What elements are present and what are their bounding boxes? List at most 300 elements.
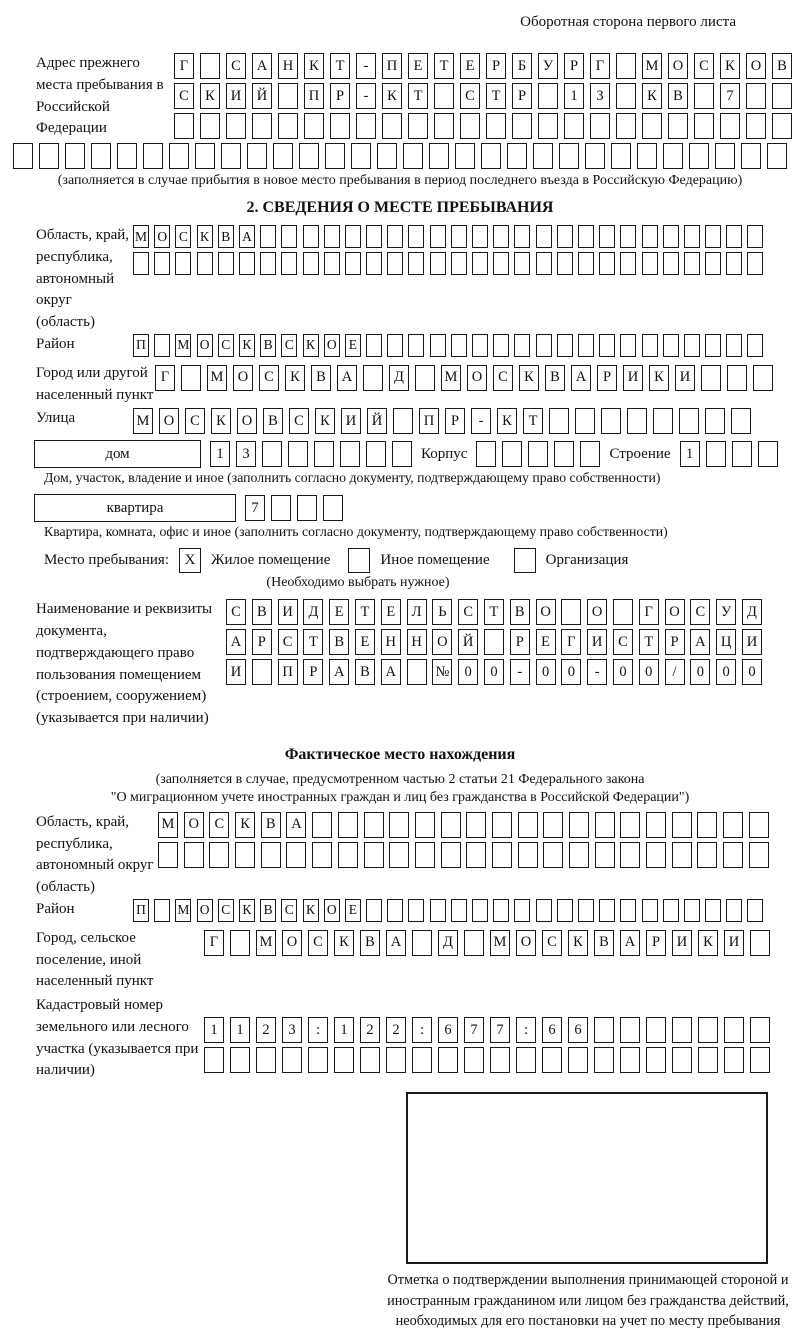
char-cell[interactable] [720, 113, 740, 139]
char-cell[interactable]: Р [486, 53, 506, 79]
char-cell[interactable] [724, 1047, 744, 1073]
char-cell[interactable] [599, 252, 615, 275]
char-cell[interactable]: 1 [680, 441, 700, 467]
char-cell[interactable] [412, 930, 432, 956]
char-cell[interactable] [557, 225, 573, 248]
char-cell[interactable] [218, 252, 234, 275]
char-cell[interactable] [278, 83, 298, 109]
char-cell[interactable]: Т [330, 53, 350, 79]
char-cell[interactable] [387, 225, 403, 248]
char-cell[interactable] [599, 225, 615, 248]
char-cell[interactable] [412, 1047, 432, 1073]
char-cell[interactable] [303, 252, 319, 275]
char-cell[interactable] [184, 842, 204, 868]
char-cell[interactable] [351, 143, 371, 169]
char-cell[interactable]: С [493, 365, 513, 391]
char-cell[interactable]: О [154, 225, 170, 248]
char-cell[interactable] [706, 441, 726, 467]
char-cell[interactable] [601, 408, 621, 434]
char-cell[interactable]: С [175, 225, 191, 248]
char-cell[interactable] [230, 930, 250, 956]
char-cell[interactable] [345, 252, 361, 275]
char-cell[interactable] [299, 143, 319, 169]
char-cell[interactable]: Й [367, 408, 387, 434]
char-cell[interactable] [441, 842, 461, 868]
char-cell[interactable]: И [341, 408, 361, 434]
char-cell[interactable] [536, 899, 552, 922]
char-cell[interactable]: Р [252, 629, 272, 655]
char-cell[interactable]: У [538, 53, 558, 79]
char-cell[interactable]: 3 [236, 441, 256, 467]
char-cell[interactable] [330, 113, 350, 139]
char-cell[interactable]: С [542, 930, 562, 956]
char-cell[interactable] [226, 113, 246, 139]
char-cell[interactable]: И [742, 629, 762, 655]
char-cell[interactable] [559, 143, 579, 169]
char-cell[interactable]: Й [458, 629, 478, 655]
checkbox-inoe[interactable] [348, 548, 370, 573]
char-cell[interactable] [697, 842, 717, 868]
char-cell[interactable] [620, 334, 636, 357]
char-cell[interactable] [476, 441, 496, 467]
char-cell[interactable]: С [690, 599, 710, 625]
char-cell[interactable]: : [516, 1017, 536, 1043]
char-cell[interactable]: К [315, 408, 335, 434]
char-cell[interactable] [701, 365, 721, 391]
char-cell[interactable] [750, 1017, 770, 1043]
char-cell[interactable] [723, 812, 743, 838]
char-cell[interactable] [297, 495, 317, 521]
char-cell[interactable] [65, 143, 85, 169]
char-cell[interactable]: 6 [438, 1017, 458, 1043]
char-cell[interactable] [408, 252, 424, 275]
char-cell[interactable]: А [337, 365, 357, 391]
char-cell[interactable] [387, 334, 403, 357]
char-cell[interactable]: П [278, 659, 298, 685]
char-cell[interactable] [415, 812, 435, 838]
char-cell[interactable] [613, 599, 633, 625]
char-cell[interactable]: О [324, 899, 340, 922]
char-cell[interactable] [260, 225, 276, 248]
char-cell[interactable] [663, 899, 679, 922]
char-cell[interactable] [282, 1047, 302, 1073]
char-cell[interactable]: А [381, 659, 401, 685]
char-cell[interactable] [247, 143, 267, 169]
char-cell[interactable] [599, 334, 615, 357]
char-cell[interactable]: В [668, 83, 688, 109]
char-cell[interactable] [705, 225, 721, 248]
char-cell[interactable]: Р [330, 83, 350, 109]
char-cell[interactable]: В [263, 408, 283, 434]
char-cell[interactable] [594, 1017, 614, 1043]
char-cell[interactable] [512, 113, 532, 139]
char-cell[interactable] [646, 1017, 666, 1043]
char-cell[interactable] [684, 334, 700, 357]
char-cell[interactable]: 0 [561, 659, 581, 685]
char-cell[interactable] [91, 143, 111, 169]
char-cell[interactable] [209, 842, 229, 868]
char-cell[interactable]: 1 [334, 1017, 354, 1043]
char-cell[interactable] [705, 252, 721, 275]
char-cell[interactable]: Г [155, 365, 175, 391]
char-cell[interactable] [403, 143, 423, 169]
char-cell[interactable] [642, 252, 658, 275]
char-cell[interactable]: 0 [742, 659, 762, 685]
char-cell[interactable] [580, 441, 600, 467]
char-cell[interactable]: П [382, 53, 402, 79]
char-cell[interactable]: П [133, 899, 149, 922]
char-cell[interactable] [705, 334, 721, 357]
char-cell[interactable]: У [716, 599, 736, 625]
char-cell[interactable]: О [668, 53, 688, 79]
char-cell[interactable] [753, 365, 773, 391]
char-cell[interactable]: К [235, 812, 255, 838]
char-cell[interactable] [672, 842, 692, 868]
char-cell[interactable]: В [355, 659, 375, 685]
char-cell[interactable] [441, 812, 461, 838]
char-cell[interactable]: Е [355, 629, 375, 655]
char-cell[interactable]: А [620, 930, 640, 956]
char-cell[interactable] [611, 143, 631, 169]
char-cell[interactable] [697, 812, 717, 838]
char-cell[interactable] [338, 842, 358, 868]
char-cell[interactable]: Р [445, 408, 465, 434]
char-cell[interactable] [260, 252, 276, 275]
char-cell[interactable] [303, 225, 319, 248]
char-cell[interactable] [595, 812, 615, 838]
char-cell[interactable] [663, 334, 679, 357]
char-cell[interactable] [533, 143, 553, 169]
char-cell[interactable] [672, 812, 692, 838]
char-cell[interactable] [169, 143, 189, 169]
char-cell[interactable]: Т [434, 53, 454, 79]
char-cell[interactable]: 0 [639, 659, 659, 685]
char-cell[interactable] [154, 252, 170, 275]
char-cell[interactable]: Р [665, 629, 685, 655]
char-cell[interactable]: Р [646, 930, 666, 956]
char-cell[interactable] [325, 143, 345, 169]
char-cell[interactable] [616, 113, 636, 139]
char-cell[interactable]: 3 [282, 1017, 302, 1043]
char-cell[interactable] [731, 408, 751, 434]
char-cell[interactable] [451, 225, 467, 248]
char-cell[interactable]: 0 [690, 659, 710, 685]
char-cell[interactable]: В [260, 899, 276, 922]
char-cell[interactable] [653, 408, 673, 434]
char-cell[interactable] [481, 143, 501, 169]
char-cell[interactable] [698, 1017, 718, 1043]
char-cell[interactable] [345, 225, 361, 248]
char-cell[interactable]: К [200, 83, 220, 109]
char-cell[interactable]: М [256, 930, 276, 956]
char-cell[interactable] [158, 842, 178, 868]
char-cell[interactable] [575, 408, 595, 434]
char-cell[interactable] [430, 334, 446, 357]
char-cell[interactable] [200, 53, 220, 79]
char-cell[interactable]: С [613, 629, 633, 655]
char-cell[interactable] [772, 83, 792, 109]
char-cell[interactable] [507, 143, 527, 169]
char-cell[interactable] [590, 113, 610, 139]
char-cell[interactable]: М [133, 408, 153, 434]
char-cell[interactable] [568, 1047, 588, 1073]
char-cell[interactable]: Г [561, 629, 581, 655]
char-cell[interactable] [451, 899, 467, 922]
char-cell[interactable]: И [587, 629, 607, 655]
char-cell[interactable]: И [623, 365, 643, 391]
char-cell[interactable] [518, 812, 538, 838]
char-cell[interactable]: Т [408, 83, 428, 109]
char-cell[interactable]: / [665, 659, 685, 685]
char-cell[interactable]: Е [408, 53, 428, 79]
char-cell[interactable]: С [218, 899, 234, 922]
char-cell[interactable] [620, 812, 640, 838]
char-cell[interactable] [694, 83, 714, 109]
char-cell[interactable] [415, 842, 435, 868]
char-cell[interactable] [689, 143, 709, 169]
char-cell[interactable]: К [519, 365, 539, 391]
char-cell[interactable]: К [197, 225, 213, 248]
char-cell[interactable] [312, 842, 332, 868]
char-cell[interactable] [514, 334, 530, 357]
char-cell[interactable] [549, 408, 569, 434]
char-cell[interactable]: А [286, 812, 306, 838]
char-cell[interactable]: С [209, 812, 229, 838]
char-cell[interactable] [363, 365, 383, 391]
char-cell[interactable] [620, 899, 636, 922]
char-cell[interactable] [642, 899, 658, 922]
char-cell[interactable] [484, 629, 504, 655]
char-cell[interactable] [698, 1047, 718, 1073]
char-cell[interactable] [747, 252, 763, 275]
char-cell[interactable] [486, 113, 506, 139]
char-cell[interactable] [518, 842, 538, 868]
char-cell[interactable] [616, 53, 636, 79]
char-cell[interactable] [620, 252, 636, 275]
char-cell[interactable] [312, 812, 332, 838]
char-cell[interactable]: Н [407, 629, 427, 655]
char-cell[interactable]: 0 [484, 659, 504, 685]
char-cell[interactable]: А [571, 365, 591, 391]
char-cell[interactable]: Й [252, 83, 272, 109]
char-cell[interactable]: Н [278, 53, 298, 79]
char-cell[interactable]: И [278, 599, 298, 625]
char-cell[interactable]: Р [510, 629, 530, 655]
char-cell[interactable]: - [471, 408, 491, 434]
char-cell[interactable] [434, 83, 454, 109]
char-cell[interactable]: 1 [210, 441, 230, 467]
char-cell[interactable]: С [218, 334, 234, 357]
char-cell[interactable] [672, 1047, 692, 1073]
char-cell[interactable] [230, 1047, 250, 1073]
char-cell[interactable]: Л [407, 599, 427, 625]
char-cell[interactable] [366, 225, 382, 248]
char-cell[interactable]: К [720, 53, 740, 79]
char-cell[interactable]: С [174, 83, 194, 109]
char-cell[interactable]: Е [329, 599, 349, 625]
char-cell[interactable]: О [746, 53, 766, 79]
char-cell[interactable] [377, 143, 397, 169]
char-cell[interactable] [528, 441, 548, 467]
char-cell[interactable] [281, 225, 297, 248]
char-cell[interactable]: О [432, 629, 452, 655]
char-cell[interactable] [387, 252, 403, 275]
char-cell[interactable] [538, 113, 558, 139]
char-cell[interactable] [564, 113, 584, 139]
char-cell[interactable]: О [665, 599, 685, 625]
char-cell[interactable]: А [690, 629, 710, 655]
char-cell[interactable] [627, 408, 647, 434]
char-cell[interactable]: - [356, 83, 376, 109]
char-cell[interactable]: Т [639, 629, 659, 655]
char-cell[interactable]: М [175, 334, 191, 357]
char-cell[interactable] [430, 899, 446, 922]
char-cell[interactable]: М [175, 899, 191, 922]
char-cell[interactable] [133, 252, 149, 275]
char-cell[interactable] [221, 143, 241, 169]
char-cell[interactable]: - [510, 659, 530, 685]
char-cell[interactable] [726, 899, 742, 922]
char-cell[interactable] [451, 334, 467, 357]
char-cell[interactable]: И [672, 930, 692, 956]
char-cell[interactable] [726, 225, 742, 248]
char-cell[interactable] [750, 930, 770, 956]
char-cell[interactable]: П [304, 83, 324, 109]
char-cell[interactable] [393, 408, 413, 434]
char-cell[interactable] [663, 143, 683, 169]
char-cell[interactable]: Е [460, 53, 480, 79]
char-cell[interactable]: В [510, 599, 530, 625]
char-cell[interactable] [578, 899, 594, 922]
char-cell[interactable]: 7 [720, 83, 740, 109]
char-cell[interactable]: И [226, 83, 246, 109]
char-cell[interactable]: В [545, 365, 565, 391]
char-cell[interactable]: О [233, 365, 253, 391]
char-cell[interactable]: О [237, 408, 257, 434]
char-cell[interactable] [599, 899, 615, 922]
char-cell[interactable] [407, 659, 427, 685]
char-cell[interactable] [175, 252, 191, 275]
char-cell[interactable] [408, 334, 424, 357]
char-cell[interactable] [642, 113, 662, 139]
char-cell[interactable]: Е [536, 629, 556, 655]
char-cell[interactable] [758, 441, 778, 467]
char-cell[interactable] [637, 143, 657, 169]
char-cell[interactable] [271, 495, 291, 521]
char-cell[interactable]: - [587, 659, 607, 685]
char-cell[interactable] [727, 365, 747, 391]
char-cell[interactable] [679, 408, 699, 434]
char-cell[interactable]: К [334, 930, 354, 956]
char-cell[interactable] [750, 1047, 770, 1073]
char-cell[interactable] [668, 113, 688, 139]
char-cell[interactable] [466, 812, 486, 838]
char-cell[interactable] [382, 113, 402, 139]
char-cell[interactable]: 0 [716, 659, 736, 685]
char-cell[interactable]: Д [438, 930, 458, 956]
char-cell[interactable]: 1 [564, 83, 584, 109]
char-cell[interactable] [747, 334, 763, 357]
char-cell[interactable] [324, 225, 340, 248]
char-cell[interactable] [323, 495, 343, 521]
char-cell[interactable] [620, 842, 640, 868]
char-cell[interactable]: С [694, 53, 714, 79]
char-cell[interactable]: К [642, 83, 662, 109]
char-cell[interactable] [195, 143, 215, 169]
char-cell[interactable]: И [226, 659, 246, 685]
char-cell[interactable] [364, 842, 384, 868]
char-cell[interactable] [472, 252, 488, 275]
char-cell[interactable] [557, 252, 573, 275]
char-cell[interactable] [360, 1047, 380, 1073]
char-cell[interactable] [646, 812, 666, 838]
char-cell[interactable] [392, 441, 412, 467]
char-cell[interactable] [516, 1047, 536, 1073]
char-cell[interactable]: 2 [256, 1017, 276, 1043]
char-cell[interactable]: С [458, 599, 478, 625]
char-cell[interactable] [235, 842, 255, 868]
char-cell[interactable]: Т [484, 599, 504, 625]
char-cell[interactable]: М [207, 365, 227, 391]
char-cell[interactable]: : [412, 1017, 432, 1043]
char-cell[interactable]: С [308, 930, 328, 956]
char-cell[interactable] [514, 899, 530, 922]
char-cell[interactable] [261, 842, 281, 868]
char-cell[interactable] [387, 899, 403, 922]
char-cell[interactable]: П [133, 334, 149, 357]
char-cell[interactable] [308, 1047, 328, 1073]
char-cell[interactable] [620, 1047, 640, 1073]
char-cell[interactable] [663, 225, 679, 248]
char-cell[interactable]: С [460, 83, 480, 109]
char-cell[interactable]: И [724, 930, 744, 956]
char-cell[interactable]: 2 [360, 1017, 380, 1043]
char-cell[interactable] [514, 252, 530, 275]
char-cell[interactable] [408, 113, 428, 139]
char-cell[interactable] [356, 113, 376, 139]
char-cell[interactable]: А [329, 659, 349, 685]
char-cell[interactable] [684, 225, 700, 248]
char-cell[interactable] [578, 252, 594, 275]
char-cell[interactable]: О [324, 334, 340, 357]
char-cell[interactable]: Н [381, 629, 401, 655]
char-cell[interactable] [273, 143, 293, 169]
char-cell[interactable] [490, 1047, 510, 1073]
char-cell[interactable]: 0 [613, 659, 633, 685]
char-cell[interactable] [620, 1017, 640, 1043]
char-cell[interactable]: К [304, 53, 324, 79]
char-cell[interactable] [569, 842, 589, 868]
char-cell[interactable]: Т [523, 408, 543, 434]
char-cell[interactable] [723, 842, 743, 868]
char-cell[interactable] [616, 83, 636, 109]
char-cell[interactable]: О [516, 930, 536, 956]
char-cell[interactable] [364, 812, 384, 838]
char-cell[interactable]: О [184, 812, 204, 838]
char-cell[interactable] [746, 113, 766, 139]
char-cell[interactable]: 0 [458, 659, 478, 685]
char-cell[interactable] [646, 842, 666, 868]
char-cell[interactable] [252, 659, 272, 685]
char-cell[interactable]: И [675, 365, 695, 391]
char-cell[interactable] [286, 842, 306, 868]
char-cell[interactable]: К [497, 408, 517, 434]
char-cell[interactable] [663, 252, 679, 275]
char-cell[interactable]: Р [597, 365, 617, 391]
char-cell[interactable] [772, 113, 792, 139]
char-cell[interactable] [594, 1047, 614, 1073]
char-cell[interactable]: О [587, 599, 607, 625]
